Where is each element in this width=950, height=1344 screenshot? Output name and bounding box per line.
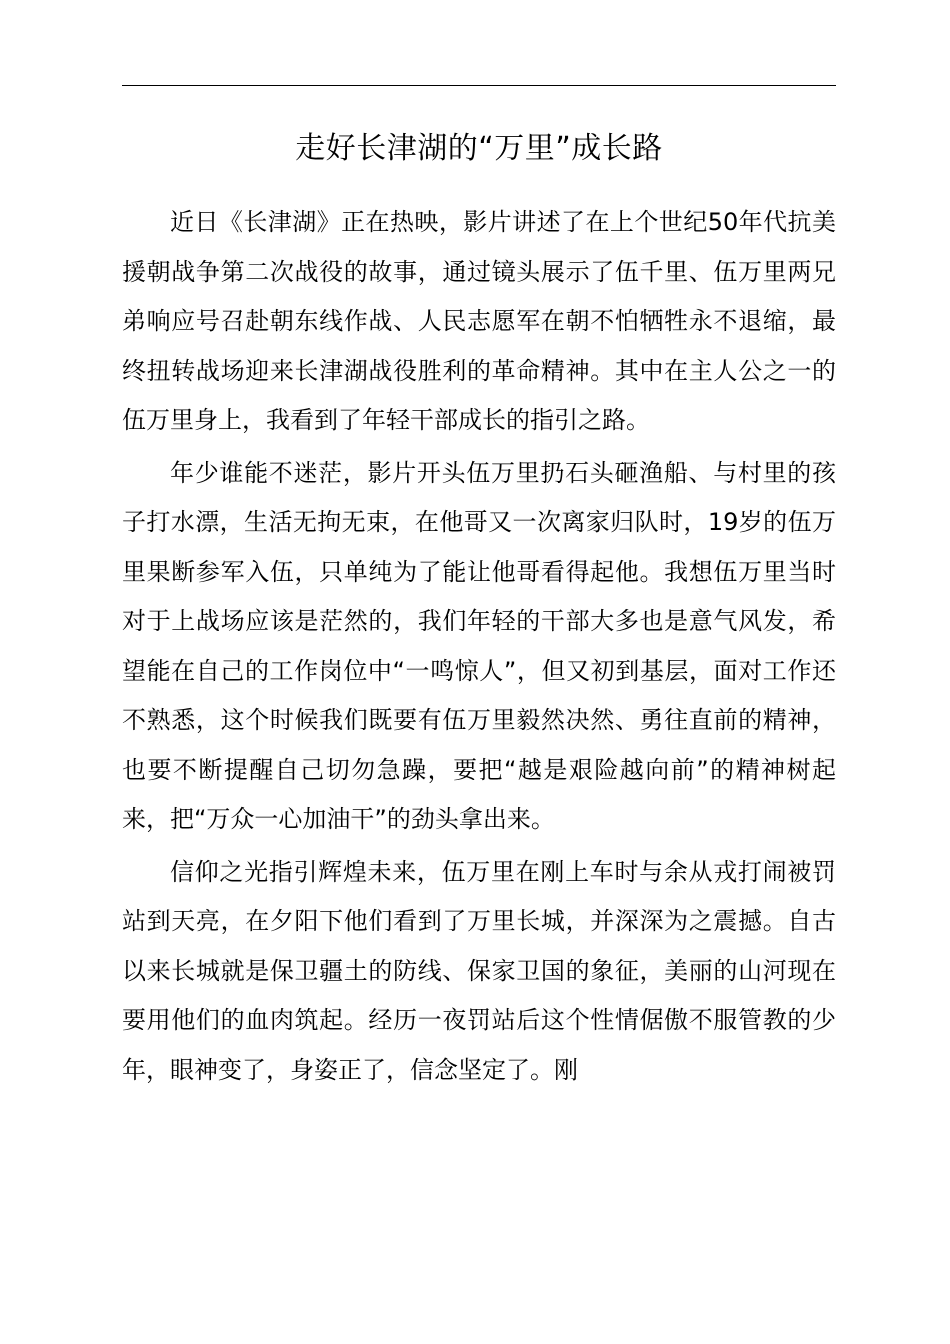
header-rule bbox=[122, 85, 836, 86]
article-body bbox=[122, 198, 836, 1098]
paragraph-1: 近日《长津湖》正在热映，影片讲述了在上个世纪50年代抗美援朝战争第二次战役的故事，通过镜头展示了伍千里、伍万里两兄弟响应号召赴朝东线作战、人民志愿军在朝不怕牺牲永不退缩，最终扭转战场迎来长津湖战役胜利的革命精神。其中在主人公之一的伍万里身上，我看到了年轻干部成长的指引之路。 bbox=[122, 208, 836, 434]
paragraph-2: 年少谁能不迷茫，影片开头伍万里扔石头砸渔船、与村里的孩子打水漂，生活无拘无束，在他哥又一次离家归队时，19岁的伍万里果断参军入伍，只单纯为了能让他哥看得起他。我想伍万里当时对于上战场应该是茫然的，我们年轻的干部大多也是意气风发，希望能在自己的工作岗位中“一鸣惊人”，但又初到基层，面对工作还不熟悉，这个时候我们既要有伍万里毅然决然、勇往直前的精神，也要不断提醒自己切勿急躁，要把“越是艰险越向前”的精神树起来，把“万众一心加油干”的劲头拿出来。 bbox=[122, 458, 836, 833]
page-title: 走好长津湖的“万里”成长路 bbox=[295, 131, 663, 166]
paragraph-3: 信仰之光指引辉煌未来，伍万里在刚上车时与余从戎打闹被罚站到天亮，在夕阳下他们看到了万里长城，并深深为之震撼。自古以来长城就是保卫疆土的防线、保家卫国的象征，美丽的山河现在要用他们的血肉筑起。经历一夜罚站后这个性情倨傲不服管教的少年，眼神变了，身姿正了，信念坚定了。刚 bbox=[122, 857, 836, 1084]
